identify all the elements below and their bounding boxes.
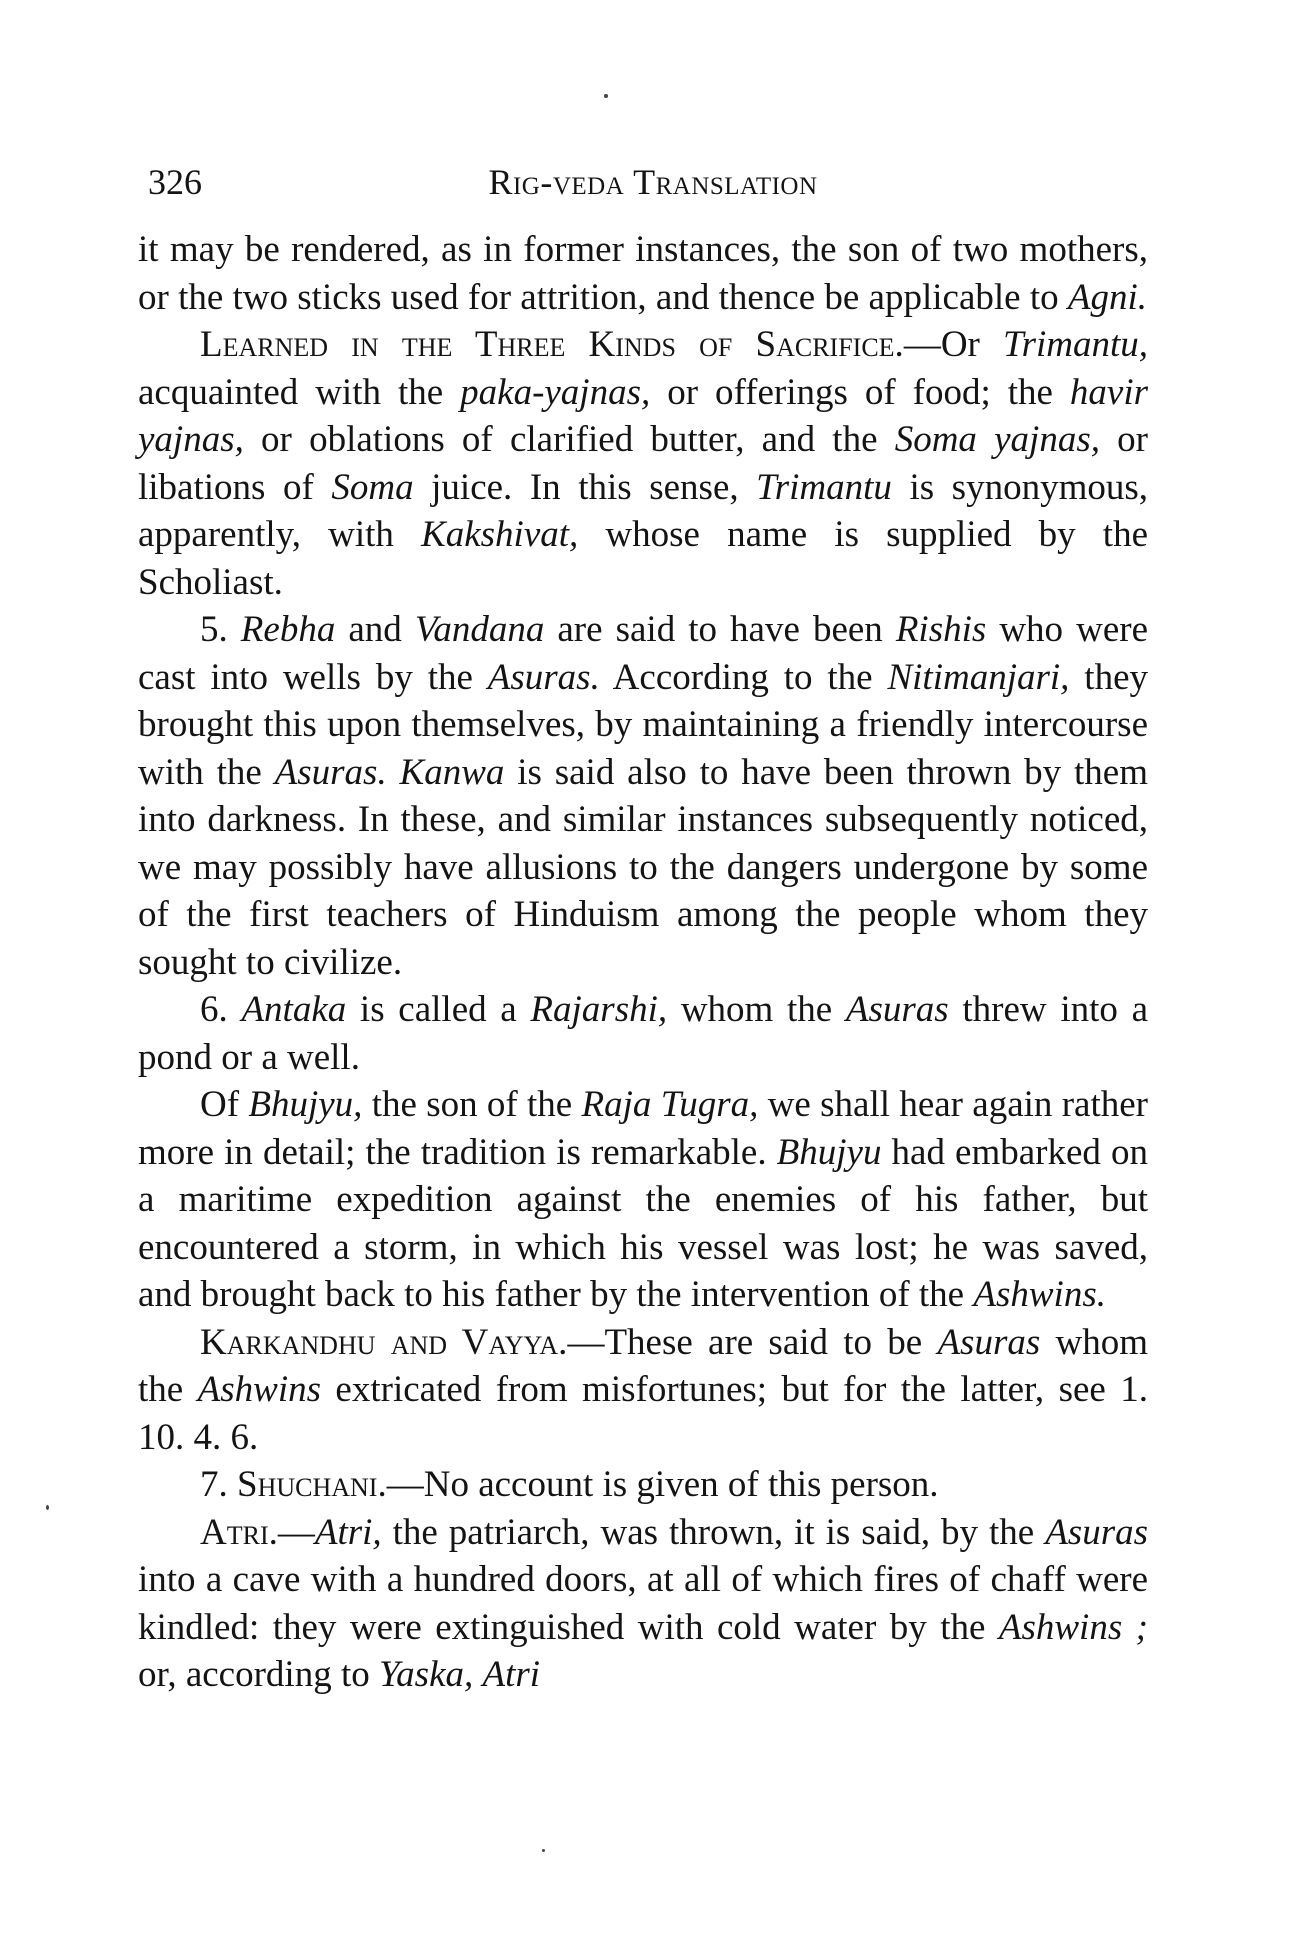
- italic-text: havir yajnas,: [138, 371, 1149, 460]
- text-run: juice. In this sense,: [413, 466, 757, 508]
- italic-text: Asuras.: [487, 656, 600, 698]
- italic-text: Trimantu: [756, 466, 892, 508]
- text-run: [473, 1654, 482, 1695]
- scan-speck: [46, 1505, 49, 1510]
- italic-text: Asuras: [845, 989, 949, 1030]
- text-run: is said also to have been thrown by them into darkness. In these, and similar instances subsequently noticed, we may possibly have allusions to the dangers undergone by some of the first teachers of Hinduism among the people whom they sought to civilize.: [138, 751, 1148, 983]
- italic-text: Soma yajnas,: [894, 419, 1100, 460]
- paragraph: [138, 1509, 1148, 1699]
- text-run: is called a: [346, 989, 531, 1030]
- text-run: or, according to: [138, 1654, 379, 1695]
- text-run: 6.: [200, 989, 242, 1030]
- small-caps-text: Atri.: [200, 1511, 278, 1553]
- text-run: whom the: [138, 1321, 1148, 1410]
- italic-text: Raja Tugra,: [581, 1084, 759, 1125]
- italic-text: Asuras.: [274, 751, 387, 793]
- paragraph: [138, 1081, 1148, 1319]
- paragraph: [138, 226, 1148, 321]
- text-run: According to the: [599, 656, 888, 698]
- italic-text: Antaka: [241, 989, 347, 1030]
- text-run: Of: [200, 1084, 249, 1125]
- text-run: or offerings of food; the: [650, 371, 1070, 413]
- scan-speck: [604, 94, 608, 98]
- italic-text: Asuras: [1045, 1511, 1148, 1553]
- italic-text: Kanwa: [399, 751, 505, 793]
- text-run: the patriarch, was thrown, it is said, by the: [381, 1511, 1046, 1553]
- text-run: whom the: [667, 989, 846, 1030]
- text-run: we shall hear again rather more in detail; the tradition is remarkable.: [138, 1084, 1148, 1173]
- italic-text: paka-yajnas,: [460, 371, 651, 413]
- paragraph: [138, 606, 1148, 986]
- text-run: threw into a pond or a well.: [138, 989, 1148, 1078]
- page-number: 326: [148, 162, 202, 202]
- text-run: are said to have been: [544, 609, 896, 650]
- italic-text: Ashwins.: [973, 1274, 1106, 1315]
- paragraph: [138, 321, 1148, 606]
- italic-text: Rebha: [240, 609, 336, 650]
- text-run: they brought this upon themselves, by maintaining a friendly intercourse with the: [138, 656, 1149, 793]
- text-run: —: [277, 1511, 315, 1553]
- text-run: had embarked on a maritime expedition against the enemies of his father, but encountered a storm, in which his vessel was lost; he was saved, and brought back to his father by the intervention of the: [138, 1131, 1148, 1315]
- running-title: Rig-veda Translation: [488, 162, 818, 202]
- text-run: 7.: [200, 1464, 237, 1505]
- italic-text: Kakshivat,: [421, 514, 579, 555]
- italic-text: Agni.: [1067, 276, 1148, 318]
- text-run: is synonymous, apparently, with: [138, 466, 1148, 555]
- italic-text: Rishis: [895, 609, 987, 650]
- italic-text: Ashwins: [197, 1369, 321, 1410]
- text-run: the son of the: [362, 1084, 582, 1125]
- small-caps-text: Shuchani.: [237, 1464, 387, 1505]
- text-run: 5.: [200, 609, 241, 650]
- text-run: —Or: [903, 324, 1004, 365]
- text-run: and: [335, 609, 415, 650]
- italic-text: Yaska,: [379, 1654, 474, 1695]
- text-run: —These are said to be: [567, 1321, 938, 1363]
- small-caps-text: Karkandhu and Vayya.: [200, 1321, 568, 1363]
- text-run: it may be rendered, as in former instances, the son of two mothers, or the two sticks used for attrition, and thence be applicable to: [138, 229, 1148, 318]
- italic-text: Asuras: [937, 1321, 1041, 1363]
- italic-text: Vandana: [414, 609, 545, 650]
- text-run: acquainted with the: [138, 371, 461, 413]
- italic-text: Ashwins ;: [998, 1606, 1148, 1648]
- paragraph: [138, 986, 1148, 1081]
- body-text: [138, 226, 1148, 1699]
- text-run: who were cast into wells by the: [138, 609, 1148, 698]
- italic-text: Soma: [331, 466, 414, 508]
- italic-text: Atri,: [314, 1511, 382, 1553]
- text-run: or libations of: [138, 419, 1149, 508]
- italic-text: Bhujyu: [776, 1131, 882, 1173]
- italic-text: Rajarshi,: [530, 989, 668, 1030]
- scan-speck: [542, 1849, 545, 1852]
- italic-text: Bhujyu,: [248, 1084, 363, 1125]
- italic-text: Atri: [482, 1654, 541, 1695]
- text-run: into a cave with a hundred doors, at all of which fires of chaff were kindled: they were extinguished with cold water by the: [138, 1559, 1148, 1648]
- page-header: [0, 152, 1306, 212]
- text-run: or oblations of clarified butter, and the: [243, 419, 895, 460]
- text-run: extricated from misfortunes; but for the latter, see 1. 10. 4. 6.: [138, 1369, 1148, 1458]
- italic-text: Nitimanjari,: [887, 656, 1070, 698]
- italic-text: Trimantu,: [1003, 324, 1148, 365]
- text-run: —No account is given of this person.: [386, 1464, 939, 1505]
- text-run: whose name is supplied by the Scholiast.: [138, 514, 1148, 603]
- text-run: [387, 752, 400, 793]
- small-caps-text: Learned in the Three Kinds of Sacrifice.: [200, 324, 904, 365]
- paragraph: [138, 1319, 1148, 1462]
- paragraph: [138, 1461, 1148, 1509]
